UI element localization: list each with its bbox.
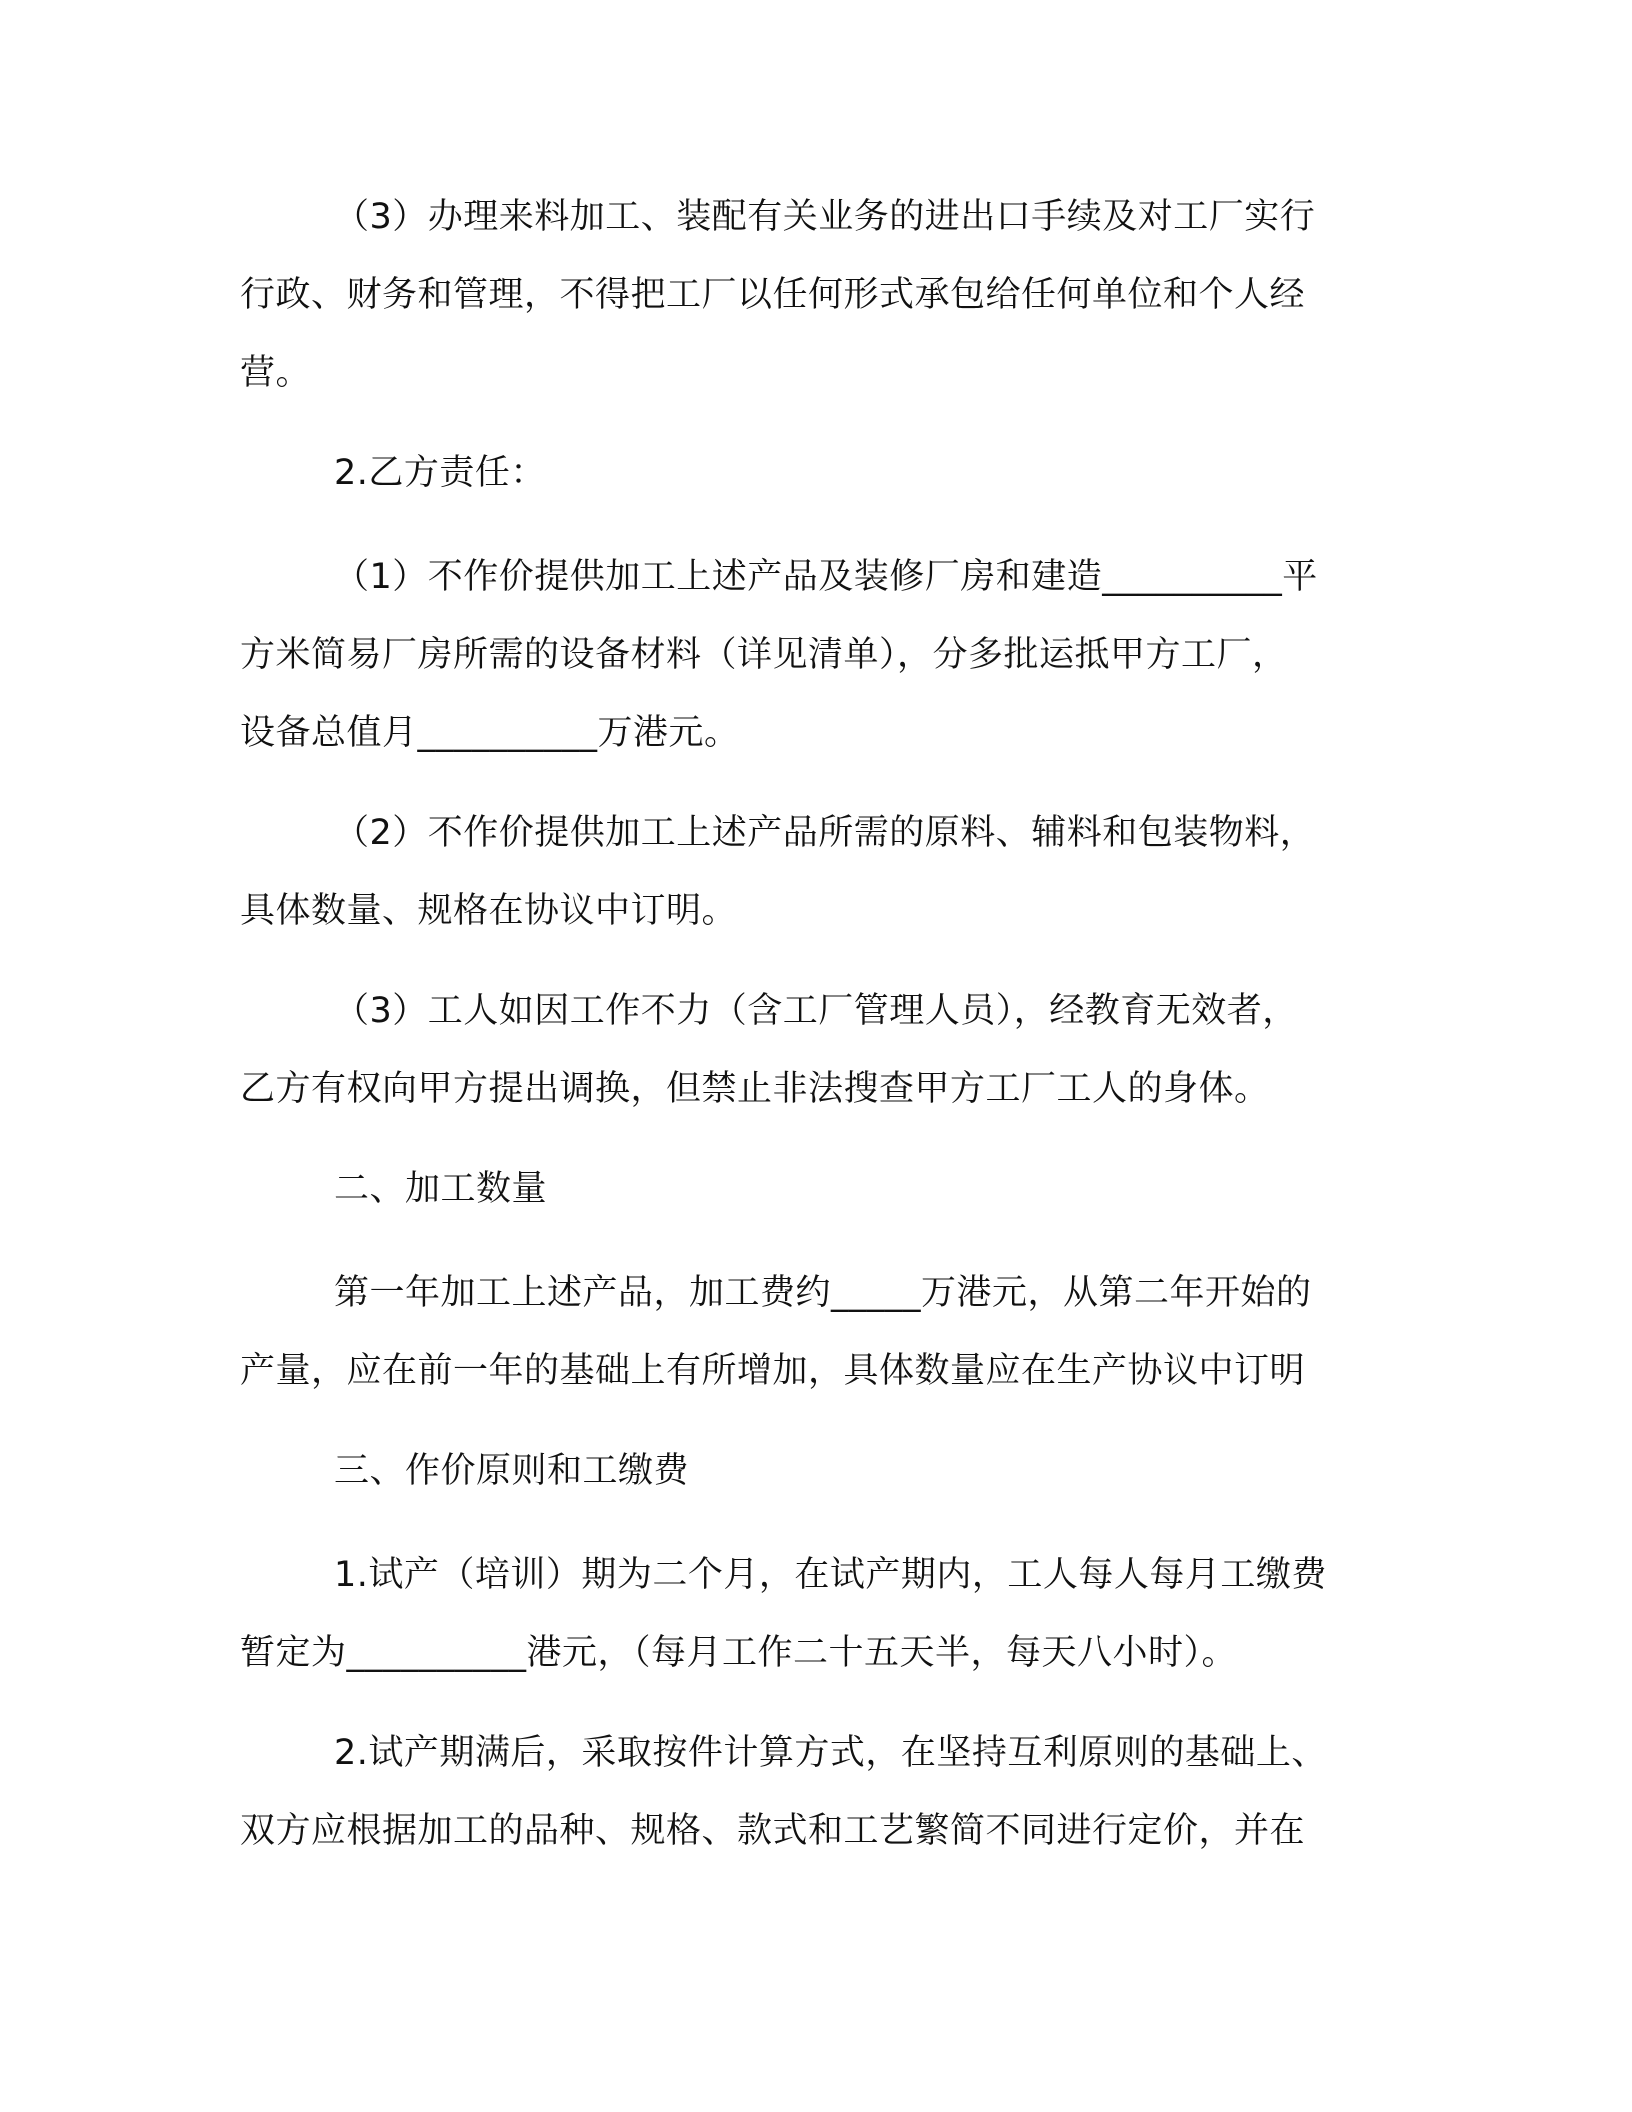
paragraph-party-a-duty-3 <box>240 178 1370 412</box>
text-line: 双方应根据加工的品种、规格、款式和工艺繁简不同进行定价，并在 <box>240 1811 1306 1851</box>
text-line: （3）工人如因工作不力（含工厂管理人员），经教育无效者， <box>334 991 1298 1031</box>
paragraph-processing-quantity <box>240 1254 1370 1410</box>
text-line: 产量，应在前一年的基础上有所增加，具体数量应在生产协议中订明 <box>240 1351 1306 1391</box>
paragraph-trial-period <box>240 1536 1370 1692</box>
text-line: 2.试产期满后，采取按件计算方式，在坚持互利原则的基础上、 <box>334 1733 1327 1773</box>
paragraph-party-b-duty-2 <box>240 794 1370 950</box>
text-line: （3）办理来料加工、装配有关业务的进出口手续及对工厂实行 <box>334 197 1316 237</box>
heading-processing-quantity <box>240 1150 1370 1228</box>
paragraph-piece-rate <box>240 1714 1370 1870</box>
text-line: 行政、财务和管理，不得把工厂以任何形式承包给任何单位和个人经 <box>240 275 1306 315</box>
text-line: 营。 <box>240 353 312 393</box>
text-line: 第一年加工上述产品，加工费约_____万港元，从第二年开始的 <box>334 1273 1312 1313</box>
text-line: 乙方有权向甲方提出调换，但禁止非法搜查甲方工厂工人的身体。 <box>240 1069 1270 1109</box>
text-line: （2）不作价提供加工上述产品所需的原料、辅料和包装物料， <box>334 813 1316 853</box>
text-line: 方米简易厂房所需的设备材料（详见清单），分多批运抵甲方工厂， <box>240 635 1288 675</box>
text-line: 1.试产（培训）期为二个月，在试产期内，工人每人每月工缴费 <box>334 1555 1327 1595</box>
text-line: 暂定为__________港元，（每月工作二十五天半，每天八小时）。 <box>240 1633 1238 1673</box>
paragraph-party-b-duty-1 <box>240 538 1370 772</box>
heading-party-b-duties <box>240 434 1370 512</box>
text-line: 具体数量、规格在协议中订明。 <box>240 891 738 931</box>
text-line: 设备总值月__________万港元。 <box>240 713 740 753</box>
text-line: 2.乙方责任： <box>334 453 546 493</box>
paragraph-party-b-duty-3 <box>240 972 1370 1128</box>
text-line: （1）不作价提供加工上述产品及装修厂房和建造__________平 <box>334 557 1318 597</box>
text-line: 二、加工数量 <box>334 1169 548 1209</box>
heading-pricing-principles <box>240 1432 1370 1510</box>
text-line: 三、作价原则和工缴费 <box>334 1451 690 1491</box>
